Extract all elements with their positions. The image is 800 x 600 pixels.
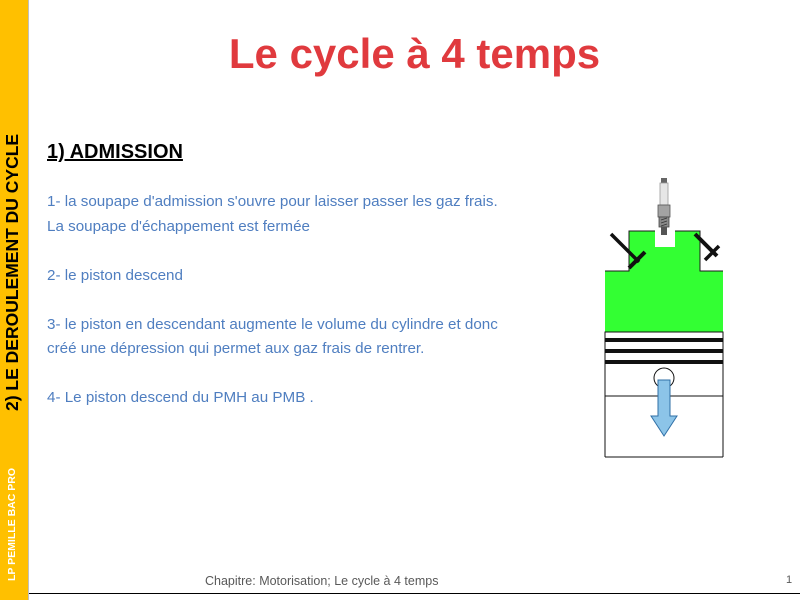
page-number: 1 xyxy=(786,574,793,586)
spark-plug-icon xyxy=(658,178,670,235)
step-4: 4- Le piston descend du PMH au PMB . xyxy=(47,389,314,406)
section-heading: 1) ADMISSION xyxy=(47,141,183,163)
chapter-label: 2) LE DEROULEMENT DU CYCLE xyxy=(2,133,22,411)
slide-title: Le cycle à 4 temps xyxy=(228,30,601,77)
school-label: LP PEMILLE BAC PRO xyxy=(6,468,18,581)
step-1: 1- la soupape d'admission s'ouvre pour laisser passer les gaz frais. La soupape d'échappement est fermée xyxy=(47,193,498,235)
engine-diagram xyxy=(595,174,735,460)
footer-line xyxy=(29,593,800,594)
steps-list xyxy=(47,190,517,435)
footer-text: Chapitre: Motorisation; Le cycle à 4 temps xyxy=(205,574,439,588)
sidebar-divider xyxy=(28,0,29,600)
step-2: 2- le piston descend xyxy=(47,266,183,284)
step-3: 3- le piston en descendant augmente le volume du cylindre et donc créé une dépression qui permet aux gaz frais de rentrer. xyxy=(47,315,498,357)
